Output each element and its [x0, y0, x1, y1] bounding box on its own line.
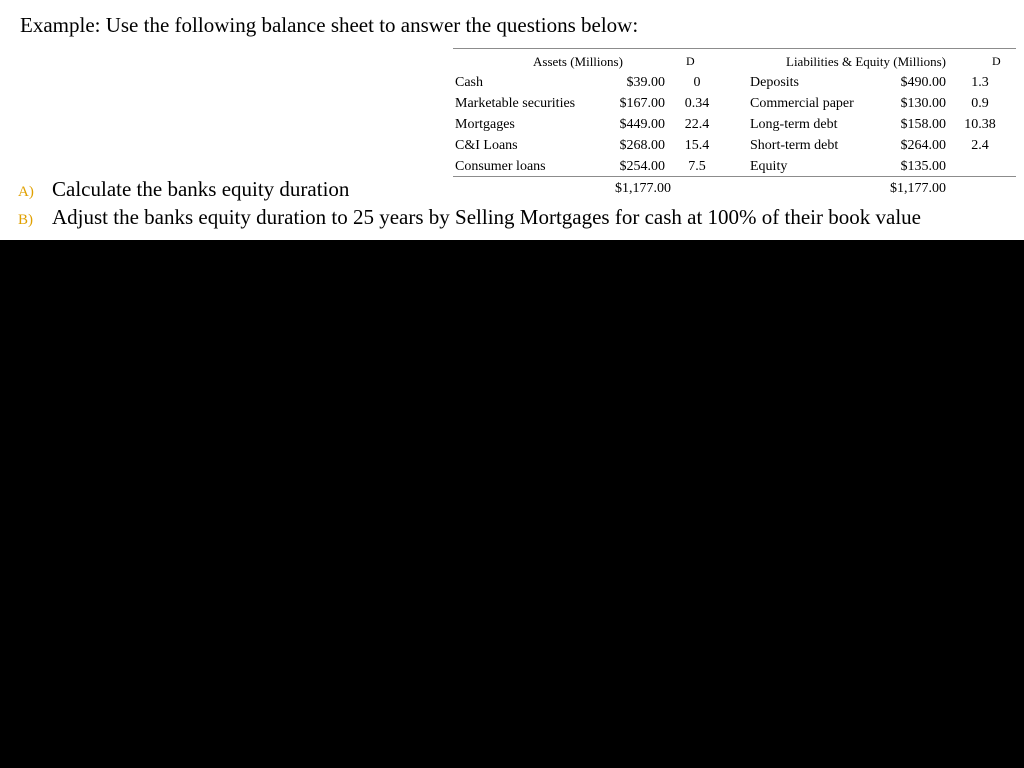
- asset-duration: 7.5: [688, 159, 706, 174]
- liabilities-header: Liabilities & Equity (Millions): [786, 54, 946, 69]
- question-a-marker: A): [18, 184, 34, 200]
- question-a: [18, 176, 349, 205]
- assets-total: $1,177.00: [615, 181, 671, 196]
- slide-heading: Example: Use the following balance sheet to answer the questions below:: [20, 13, 639, 37]
- asset-name: Cash: [455, 75, 483, 90]
- asset-value: $167.00: [619, 96, 665, 111]
- asset-name: Marketable securities: [455, 96, 576, 111]
- liabilities-duration-header: D: [992, 54, 1001, 68]
- liability-value: $158.00: [900, 117, 946, 132]
- liability-value: $490.00: [900, 75, 946, 90]
- asset-name: Mortgages: [455, 117, 515, 132]
- liability-name: Equity: [750, 159, 788, 174]
- question-b-text: Adjust the banks equity duration to 25 years by Selling Mortgages for cash at 100% of their book value: [52, 205, 921, 229]
- question-b: [18, 204, 921, 233]
- question-b-marker: B): [18, 212, 33, 228]
- liabilities-total: $1,177.00: [890, 181, 946, 196]
- liability-name: Deposits: [750, 75, 799, 90]
- asset-duration: 22.4: [684, 117, 710, 132]
- liability-duration: 2.4: [971, 138, 989, 153]
- asset-duration: 15.4: [684, 138, 710, 153]
- liability-name: Commercial paper: [750, 96, 854, 111]
- asset-value: $449.00: [619, 117, 665, 132]
- liability-value: $130.00: [900, 96, 946, 111]
- asset-value: $268.00: [619, 138, 665, 153]
- liability-value: $264.00: [900, 138, 946, 153]
- assets-header: Assets (Millions): [533, 54, 623, 69]
- asset-duration: 0.34: [684, 96, 710, 111]
- liability-value: $135.00: [900, 159, 946, 174]
- asset-name: Consumer loans: [455, 159, 546, 174]
- liability-duration: 10.38: [964, 117, 996, 132]
- asset-value: $39.00: [626, 75, 665, 90]
- table-top-rule: [453, 48, 1016, 49]
- question-a-text: Calculate the banks equity duration: [52, 177, 350, 201]
- liability-name: Long-term debt: [750, 117, 838, 132]
- asset-duration: 0: [693, 75, 701, 90]
- assets-duration-header: D: [686, 54, 695, 68]
- asset-value: $254.00: [619, 159, 665, 174]
- asset-name: C&I Loans: [455, 138, 518, 153]
- table-bottom-rule: [453, 176, 1016, 177]
- slide: [0, 0, 1024, 240]
- liability-duration: 0.9: [971, 96, 989, 111]
- liability-duration: 1.3: [971, 75, 989, 90]
- liability-name: Short-term debt: [750, 138, 839, 153]
